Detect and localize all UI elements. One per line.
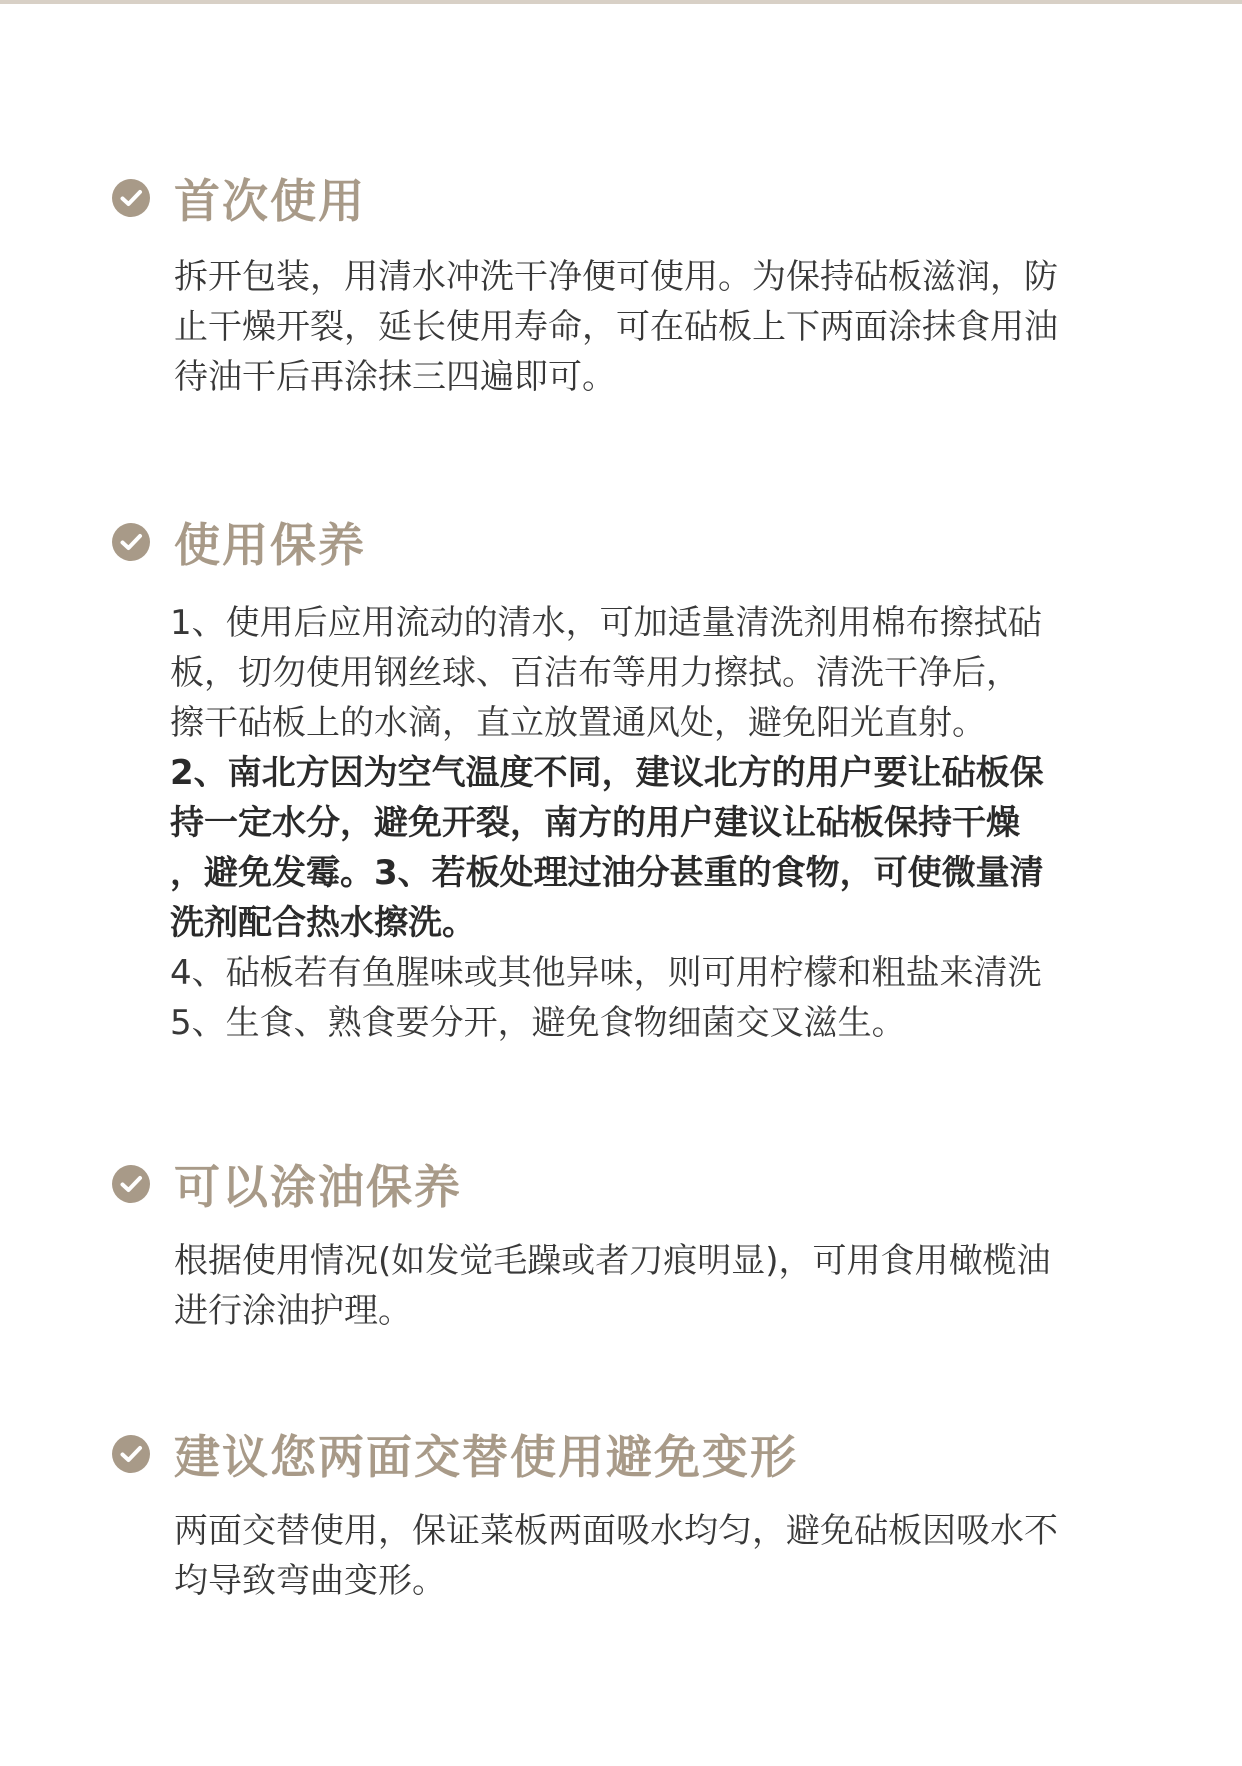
section-title: 可以涂油保养 bbox=[174, 1160, 462, 1214]
body-line: 止干燥开裂，延长使用寿命，可在砧板上下两面涂抹食用油 bbox=[174, 307, 1058, 347]
section-title: 使用保养 bbox=[174, 518, 366, 572]
body-line: 1、使用后应用流动的清水，可加适量清洗剂用棉布擦拭砧 bbox=[170, 603, 1042, 643]
body-line: 4、砧板若有鱼腥味或其他异味，则可用柠檬和粗盐来清洗 bbox=[170, 953, 1042, 993]
section-heading bbox=[112, 1154, 462, 1214]
section-heading bbox=[112, 1424, 798, 1484]
body-line: 擦干砧板上的水滴，直立放置通风处，避免阳光直射。 bbox=[170, 703, 986, 743]
body-line-bold: 2、南北方因为空气温度不同，建议北方的用户要让砧板保 bbox=[170, 753, 1044, 793]
check-circle-icon bbox=[112, 1435, 150, 1473]
body-line: 待油干后再涂抹三四遍即可。 bbox=[174, 357, 616, 397]
body-line-bold: ，避免发霉。3、若板处理过油分甚重的食物，可使微量清 bbox=[170, 853, 1044, 893]
top-divider bbox=[0, 0, 1242, 4]
body-line: 拆开包装，用清水冲洗干净便可使用。为保持砧板滋润，防 bbox=[174, 257, 1058, 297]
section-body bbox=[174, 1506, 1134, 1606]
body-line: 根据使用情况(如发觉毛躁或者刀痕明显)，可用食用橄榄油 bbox=[174, 1241, 1051, 1281]
section-title: 建议您两面交替使用避免变形 bbox=[174, 1430, 798, 1484]
section-body bbox=[174, 1236, 1134, 1336]
body-line: 进行涂油护理。 bbox=[174, 1291, 412, 1331]
body-line-bold: 洗剂配合热水擦洗。 bbox=[170, 903, 476, 943]
section-heading bbox=[112, 512, 366, 572]
body-line: 两面交替使用，保证菜板两面吸水均匀，避免砧板因吸水不 bbox=[174, 1511, 1058, 1551]
check-circle-icon bbox=[112, 523, 150, 561]
section-body bbox=[170, 598, 1130, 1048]
body-line: 5、生食、熟食要分开，避免食物细菌交叉滋生。 bbox=[170, 1003, 906, 1043]
section-title: 首次使用 bbox=[174, 174, 366, 228]
body-line: 板，切勿使用钢丝球、百洁布等用力擦拭。清洗干净后， bbox=[170, 653, 1020, 693]
check-circle-icon bbox=[112, 1165, 150, 1203]
body-line: 均导致弯曲变形。 bbox=[174, 1561, 446, 1601]
body-line-bold: 持一定水分，避免开裂，南方的用户建议让砧板保持干燥 bbox=[170, 803, 1020, 843]
section-body bbox=[174, 252, 1134, 402]
check-circle-icon bbox=[112, 179, 150, 217]
section-heading bbox=[112, 168, 366, 228]
